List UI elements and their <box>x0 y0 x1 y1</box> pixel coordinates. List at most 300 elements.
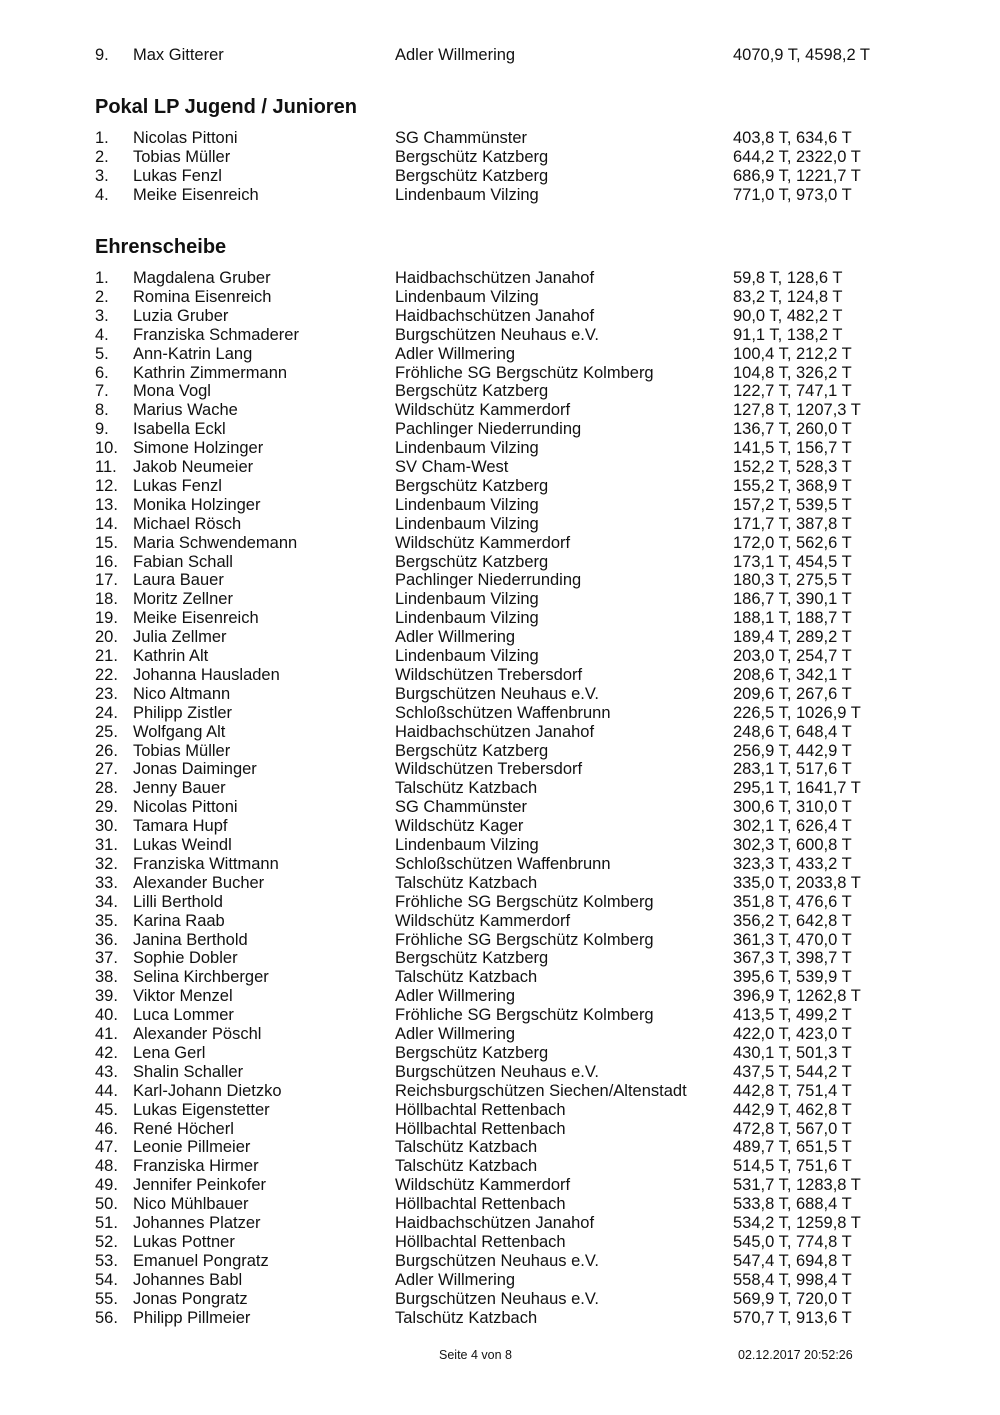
result: 295,1 T, 1641,7 T <box>733 779 861 798</box>
rank: 1. <box>95 269 109 287</box>
rank: 38. <box>95 968 118 987</box>
rank: 6. <box>95 363 109 382</box>
rank: 29. <box>95 798 118 817</box>
table-row <box>0 1082 1000 1101</box>
rank: 5. <box>95 344 109 363</box>
result: 59,8 T, 128,6 T <box>733 269 843 287</box>
shooter-name: René Höcherl <box>133 1119 234 1138</box>
shooter-name: Janina Berthold <box>133 930 248 949</box>
shooter-name: Franziska Schmaderer <box>133 325 299 344</box>
rank: 13. <box>95 495 118 514</box>
shooter-name: Leonie Pillmeier <box>133 1138 251 1157</box>
shooter-name: Franziska Hirmer <box>133 1157 259 1176</box>
result: 442,8 T, 751,4 T <box>733 1081 852 1100</box>
result: 430,1 T, 501,3 T <box>733 1043 852 1062</box>
rank: 35. <box>95 911 118 930</box>
result: 545,0 T, 774,8 T <box>733 1232 852 1251</box>
table-row <box>0 742 1000 761</box>
result: 367,3 T, 398,7 T <box>733 949 852 968</box>
rank: 1. <box>95 129 109 147</box>
shooter-name: Tamara Hupf <box>133 817 228 836</box>
result: 644,2 T, 2322,0 T <box>733 147 861 166</box>
result: 172,0 T, 562,6 T <box>733 533 852 552</box>
shooter-name: Meike Eisenreich <box>133 609 259 628</box>
result: 547,4 T, 694,8 T <box>733 1251 852 1270</box>
rank: 41. <box>95 1025 118 1043</box>
club-name: Haidbachschützen Janahof <box>395 306 595 325</box>
result: 104,8 T, 326,2 T <box>733 363 852 382</box>
table-row <box>0 874 1000 893</box>
result: 100,4 T, 212,2 T <box>733 344 852 363</box>
result: 171,7 T, 387,8 T <box>733 514 852 533</box>
table-row <box>0 798 1000 817</box>
shooter-name: Nico Mühlbauer <box>133 1195 249 1214</box>
club-name: Bergschütz Katzberg <box>395 382 549 401</box>
table-row <box>0 571 1000 590</box>
table-row <box>0 836 1000 855</box>
club-name: Fröhliche SG Bergschütz Kolmberg <box>395 1006 654 1025</box>
club-name: Höllbachtal Rettenbach <box>395 1119 566 1138</box>
rank: 23. <box>95 684 118 703</box>
club-name: Fröhliche SG Bergschütz Kolmberg <box>395 363 654 382</box>
result: 256,9 T, 442,9 T <box>733 741 852 760</box>
result: 152,2 T, 528,3 T <box>733 458 852 476</box>
club-name: Pachlinger Niederrunding <box>395 571 582 590</box>
table-row <box>0 326 1000 345</box>
shooter-name: Maria Schwendemann <box>133 533 298 552</box>
shooter-name: Johannes Platzer <box>133 1214 261 1232</box>
result: 489,7 T, 651,5 T <box>733 1138 852 1157</box>
shooter-name: Ann-Katrin Lang <box>133 344 253 363</box>
shooter-name: Monika Holzinger <box>133 495 261 514</box>
table-row <box>0 1157 1000 1176</box>
shooter-name: Johanna Hausladen <box>133 665 280 684</box>
rank: 55. <box>95 1289 118 1308</box>
table-row <box>0 307 1000 326</box>
shooter-name: Lena Gerl <box>133 1043 206 1062</box>
table-row <box>0 949 1000 968</box>
rank: 17. <box>95 571 118 590</box>
table-row <box>0 1271 1000 1290</box>
table-row <box>0 1214 1000 1233</box>
table-row <box>0 817 1000 836</box>
club-name: Wildschütz Kammerdorf <box>395 401 571 420</box>
rank: 45. <box>95 1100 118 1119</box>
table-row <box>0 647 1000 666</box>
rank: 30. <box>95 817 118 836</box>
table-row <box>0 590 1000 609</box>
club-name: Talschütz Katzbach <box>395 1157 538 1176</box>
result: 300,6 T, 310,0 T <box>733 798 852 817</box>
table-row <box>0 1309 1000 1328</box>
shooter-name: Lukas Fenzl <box>133 166 222 185</box>
club-name: Schloßschützen Waffenbrunn <box>395 854 611 873</box>
club-name: Haidbachschützen Janahof <box>395 269 595 287</box>
club-name: Wildschützen Trebersdorf <box>395 760 583 779</box>
table-row <box>0 420 1000 439</box>
rank: 49. <box>95 1176 118 1195</box>
shooter-name: Shalin Schaller <box>133 1062 244 1081</box>
shooter-name: Romina Eisenreich <box>133 287 272 306</box>
shooter-name: Max Gitterer <box>133 46 224 64</box>
result: 127,8 T, 1207,3 T <box>733 401 861 420</box>
shooter-name: Jonas Daiminger <box>133 760 257 779</box>
table-row <box>0 704 1000 723</box>
result: 203,0 T, 254,7 T <box>733 647 852 665</box>
club-name: Burgschützen Neuhaus e.V. <box>395 1062 599 1081</box>
result: 189,4 T, 289,2 T <box>733 628 852 647</box>
club-name: Adler Willmering <box>395 344 516 363</box>
club-name: Bergschütz Katzberg <box>395 1043 549 1062</box>
result: 4070,9 T, 4598,2 T <box>733 46 871 64</box>
rank: 54. <box>95 1270 118 1289</box>
rank: 9. <box>95 420 109 439</box>
shooter-name: Karina Raab <box>133 911 225 930</box>
table-row <box>0 1195 1000 1214</box>
section-title-pokal: Pokal LP Jugend / Junioren <box>95 96 357 118</box>
table-row <box>0 855 1000 874</box>
shooter-name: Philipp Zistler <box>133 703 233 722</box>
result: 472,8 T, 567,0 T <box>733 1119 852 1138</box>
club-name: Lindenbaum Vilzing <box>395 647 539 665</box>
club-name: Adler Willmering <box>395 987 516 1006</box>
table-row <box>0 609 1000 628</box>
result: 122,7 T, 747,1 T <box>733 382 852 401</box>
shooter-name: Viktor Menzel <box>133 987 233 1006</box>
result: 186,7 T, 390,1 T <box>733 590 852 609</box>
club-name: Adler Willmering <box>395 628 516 647</box>
rank: 39. <box>95 987 118 1006</box>
rank: 22. <box>95 665 118 684</box>
table-row <box>0 1176 1000 1195</box>
result: 335,0 T, 2033,8 T <box>733 873 861 892</box>
shooter-name: Fabian Schall <box>133 552 233 571</box>
rank: 53. <box>95 1251 118 1270</box>
shooter-name: Meike Eisenreich <box>133 185 259 204</box>
result: 283,1 T, 517,6 T <box>733 760 852 779</box>
rank: 16. <box>95 552 118 571</box>
shooter-name: Magdalena Gruber <box>133 269 271 287</box>
club-name: Talschütz Katzbach <box>395 968 538 987</box>
club-name: Bergschütz Katzberg <box>395 476 549 495</box>
rank: 52. <box>95 1232 118 1251</box>
shooter-name: Luca Lommer <box>133 1006 234 1025</box>
table-row <box>0 1006 1000 1025</box>
rank: 33. <box>95 873 118 892</box>
shooter-name: Alexander Pöschl <box>133 1025 262 1043</box>
rank: 37. <box>95 949 118 968</box>
club-name: Wildschütz Kammerdorf <box>395 533 571 552</box>
shooter-name: Nicolas Pittoni <box>133 129 238 147</box>
shooter-name: Johannes Babl <box>133 1270 243 1289</box>
result: 413,5 T, 499,2 T <box>733 1006 852 1025</box>
print-timestamp: 02.12.2017 20:52:26 <box>738 1348 853 1362</box>
club-name: Burgschützen Neuhaus e.V. <box>395 1251 599 1270</box>
table-row <box>0 288 1000 307</box>
club-name: Lindenbaum Vilzing <box>395 609 539 628</box>
result: 209,6 T, 267,6 T <box>733 684 852 703</box>
club-name: Wildschütz Kammerdorf <box>395 1176 571 1195</box>
result: 570,7 T, 913,6 T <box>733 1308 852 1327</box>
result: 208,6 T, 342,1 T <box>733 665 852 684</box>
shooter-name: Kathrin Alt <box>133 647 209 665</box>
rank: 32. <box>95 854 118 873</box>
club-name: Lindenbaum Vilzing <box>395 836 539 854</box>
shooter-name: Tobias Müller <box>133 741 231 760</box>
rank: 34. <box>95 892 118 911</box>
rank: 46. <box>95 1119 118 1138</box>
rank: 48. <box>95 1157 118 1176</box>
rank: 44. <box>95 1081 118 1100</box>
rank: 43. <box>95 1062 118 1081</box>
club-name: Höllbachtal Rettenbach <box>395 1100 566 1119</box>
shooter-name: Selina Kirchberger <box>133 968 269 987</box>
club-name: Höllbachtal Rettenbach <box>395 1195 566 1214</box>
shooter-name: Sophie Dobler <box>133 949 238 968</box>
table-row <box>0 723 1000 742</box>
table-row <box>0 912 1000 931</box>
rank: 26. <box>95 741 118 760</box>
rank: 15. <box>95 533 118 552</box>
result: 83,2 T, 124,8 T <box>733 287 843 306</box>
club-name: Haidbachschützen Janahof <box>395 722 595 741</box>
table-row <box>0 1138 1000 1157</box>
shooter-name: Nicolas Pittoni <box>133 798 238 817</box>
club-name: Haidbachschützen Janahof <box>395 1214 595 1232</box>
club-name: Lindenbaum Vilzing <box>395 439 539 458</box>
result: 356,2 T, 642,8 T <box>733 911 852 930</box>
club-name: Fröhliche SG Bergschütz Kolmberg <box>395 892 654 911</box>
result: 558,4 T, 998,4 T <box>733 1270 852 1289</box>
table-row <box>0 1233 1000 1252</box>
table-row <box>0 534 1000 553</box>
shooter-name: Marius Wache <box>133 401 238 420</box>
result: 323,3 T, 433,2 T <box>733 854 852 873</box>
shooter-name: Jakob Neumeier <box>133 458 254 476</box>
shooter-name: Simone Holzinger <box>133 439 264 458</box>
table-row <box>0 269 1000 288</box>
club-name: Wildschütz Kammerdorf <box>395 911 571 930</box>
shooter-name: Mona Vogl <box>133 382 211 401</box>
rank: 3. <box>95 306 109 325</box>
result: 533,8 T, 688,4 T <box>733 1195 852 1214</box>
club-name: Lindenbaum Vilzing <box>395 287 539 306</box>
table-row <box>0 382 1000 401</box>
result: 361,3 T, 470,0 T <box>733 930 852 949</box>
rank: 31. <box>95 836 118 854</box>
result: 91,1 T, 138,2 T <box>733 325 843 344</box>
rank: 2. <box>95 287 109 306</box>
club-name: Bergschütz Katzberg <box>395 147 549 166</box>
table-row <box>0 553 1000 572</box>
rank: 42. <box>95 1043 118 1062</box>
shooter-name: Laura Bauer <box>133 571 224 590</box>
shooter-name: Emanuel Pongratz <box>133 1251 269 1270</box>
table-row <box>0 364 1000 383</box>
club-name: Wildschützen Trebersdorf <box>395 665 583 684</box>
result: 248,6 T, 648,4 T <box>733 722 852 741</box>
rank: 51. <box>95 1214 118 1232</box>
club-name: Talschütz Katzbach <box>395 1138 538 1157</box>
table-row <box>0 1252 1000 1271</box>
shooter-name: Isabella Eckl <box>133 420 226 439</box>
rank: 24. <box>95 703 118 722</box>
club-name: Lindenbaum Vilzing <box>395 185 539 204</box>
page-number: Seite 4 von 8 <box>439 1348 512 1362</box>
shooter-name: Jonas Pongratz <box>133 1289 248 1308</box>
rank: 2. <box>95 147 109 166</box>
result: 302,3 T, 600,8 T <box>733 836 852 854</box>
result: 531,7 T, 1283,8 T <box>733 1176 861 1195</box>
table-row <box>0 628 1000 647</box>
club-name: Talschütz Katzbach <box>395 1308 538 1327</box>
club-name: Höllbachtal Rettenbach <box>395 1232 566 1251</box>
rank: 9. <box>95 46 109 64</box>
section-title-ehrenscheibe: Ehrenscheibe <box>95 236 227 258</box>
table-row <box>0 685 1000 704</box>
shooter-name: Lukas Fenzl <box>133 476 222 495</box>
club-name: Adler Willmering <box>395 1270 516 1289</box>
shooter-name: Franziska Wittmann <box>133 854 279 873</box>
result: 422,0 T, 423,0 T <box>733 1025 852 1043</box>
result: 302,1 T, 626,4 T <box>733 817 852 836</box>
rank: 19. <box>95 609 118 628</box>
club-name: Lindenbaum Vilzing <box>395 590 539 609</box>
table-row <box>0 760 1000 779</box>
shooter-name: Nico Altmann <box>133 684 231 703</box>
rank: 4. <box>95 325 109 344</box>
table-row <box>0 1120 1000 1139</box>
club-name: SG Chammünster <box>395 129 528 147</box>
rank: 20. <box>95 628 118 647</box>
rank: 4. <box>95 185 109 204</box>
shooter-name: Julia Zellmer <box>133 628 227 647</box>
result: 136,7 T, 260,0 T <box>733 420 852 439</box>
club-name: Pachlinger Niederrunding <box>395 420 582 439</box>
rank: 50. <box>95 1195 118 1214</box>
result: 771,0 T, 973,0 T <box>733 185 852 204</box>
club-name: Talschütz Katzbach <box>395 779 538 798</box>
table-row <box>0 968 1000 987</box>
shooter-name: Alexander Bucher <box>133 873 265 892</box>
rank: 40. <box>95 1006 118 1025</box>
result: 180,3 T, 275,5 T <box>733 571 852 590</box>
club-name: Fröhliche SG Bergschütz Kolmberg <box>395 930 654 949</box>
result: 514,5 T, 751,6 T <box>733 1157 852 1176</box>
rank: 3. <box>95 166 109 185</box>
rank: 11. <box>95 458 117 476</box>
result: 155,2 T, 368,9 T <box>733 476 852 495</box>
table-row <box>0 1101 1000 1120</box>
table-row <box>0 1290 1000 1309</box>
shooter-name: Lukas Eigenstetter <box>133 1100 270 1119</box>
table-row <box>0 458 1000 477</box>
shooter-name: Kathrin Zimmermann <box>133 363 288 382</box>
shooter-name: Luzia Gruber <box>133 306 229 325</box>
rank: 12. <box>95 476 118 495</box>
club-name: Bergschütz Katzberg <box>395 552 549 571</box>
result: 686,9 T, 1221,7 T <box>733 166 861 185</box>
table-row <box>0 893 1000 912</box>
result: 157,2 T, 539,5 T <box>733 495 852 514</box>
shooter-name: Lukas Pottner <box>133 1232 235 1251</box>
result: 396,9 T, 1262,8 T <box>733 987 861 1006</box>
table-row <box>0 779 1000 798</box>
table-row <box>0 496 1000 515</box>
table-row <box>0 439 1000 458</box>
club-name: Lindenbaum Vilzing <box>395 495 539 514</box>
shooter-name: Moritz Zellner <box>133 590 233 609</box>
shooter-name: Lukas Weindl <box>133 836 232 854</box>
result: 437,5 T, 544,2 T <box>733 1062 852 1081</box>
rank: 14. <box>95 514 118 533</box>
rank: 28. <box>95 779 118 798</box>
result: 141,5 T, 156,7 T <box>733 439 852 458</box>
rank: 21. <box>95 647 118 665</box>
result: 173,1 T, 454,5 T <box>733 552 852 571</box>
result: 90,0 T, 482,2 T <box>733 306 843 325</box>
table-row <box>0 931 1000 950</box>
club-name: SG Chammünster <box>395 798 528 817</box>
table-row <box>0 129 1000 148</box>
club-name: Bergschütz Katzberg <box>395 949 549 968</box>
table-row <box>0 46 1000 65</box>
table-row <box>0 167 1000 186</box>
club-name: Adler Willmering <box>395 1025 516 1043</box>
result: 351,8 T, 476,6 T <box>733 892 852 911</box>
shooter-name: Jennifer Peinkofer <box>133 1176 266 1195</box>
club-name: Bergschütz Katzberg <box>395 741 549 760</box>
result: 395,6 T, 539,9 T <box>733 968 852 987</box>
shooter-name: Jenny Bauer <box>133 779 226 798</box>
rank: 7. <box>95 382 109 401</box>
shooter-name: Lilli Berthold <box>133 892 223 911</box>
club-name: Schloßschützen Waffenbrunn <box>395 703 611 722</box>
table-row <box>0 477 1000 496</box>
club-name: SV Cham-West <box>395 458 509 476</box>
rank: 47. <box>95 1138 118 1157</box>
club-name: Burgschützen Neuhaus e.V. <box>395 1289 599 1308</box>
club-name: Lindenbaum Vilzing <box>395 514 539 533</box>
table-row <box>0 666 1000 685</box>
rank: 8. <box>95 401 109 420</box>
result: 534,2 T, 1259,8 T <box>733 1214 861 1232</box>
club-name: Wildschütz Kager <box>395 817 524 836</box>
result: 569,9 T, 720,0 T <box>733 1289 852 1308</box>
shooter-name: Karl-Johann Dietzko <box>133 1081 282 1100</box>
result: 403,8 T, 634,6 T <box>733 129 852 147</box>
club-name: Burgschützen Neuhaus e.V. <box>395 684 599 703</box>
rank: 18. <box>95 590 118 609</box>
club-name: Bergschütz Katzberg <box>395 166 549 185</box>
table-row <box>0 515 1000 534</box>
shooter-name: Wolfgang Alt <box>133 722 226 741</box>
rank: 36. <box>95 930 118 949</box>
rank: 25. <box>95 722 118 741</box>
result: 442,9 T, 462,8 T <box>733 1100 852 1119</box>
shooter-name: Philipp Pillmeier <box>133 1308 251 1327</box>
table-row <box>0 401 1000 420</box>
table-row <box>0 1063 1000 1082</box>
rank: 56. <box>95 1308 118 1327</box>
table-row <box>0 1044 1000 1063</box>
table-row <box>0 148 1000 167</box>
table-row <box>0 1025 1000 1044</box>
club-name: Talschütz Katzbach <box>395 873 538 892</box>
club-name: Burgschützen Neuhaus e.V. <box>395 325 599 344</box>
rank: 27. <box>95 760 118 779</box>
table-row <box>0 987 1000 1006</box>
